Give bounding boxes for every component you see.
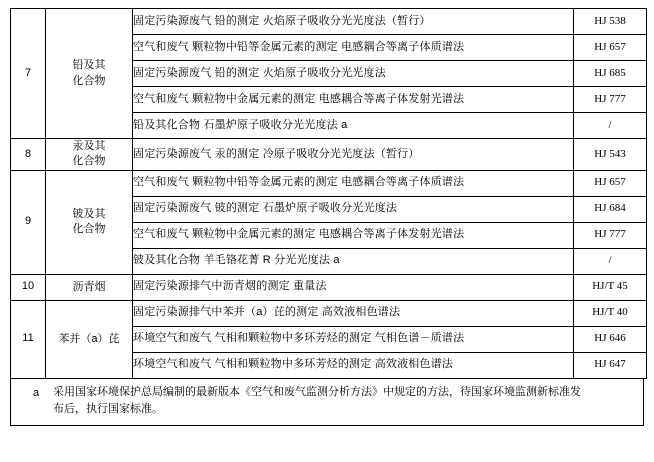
pollutant-name-cell [46,139,133,171]
footnote-text [53,384,635,419]
method-cell: 环境空气和废气 气相和颗粒物中多环芳烃的测定 高效液相色谱法 [133,352,574,378]
pollutant-name: 苯并（a）芘 [58,332,120,345]
row-number-cell: 7 [11,9,46,139]
row-number-cell: 8 [11,139,46,171]
standard-code-cell: HJ 538 [574,9,647,35]
pollutant-name: 铅及其 化合物 [72,59,106,87]
row-number-cell: 11 [11,300,46,378]
standard-code-cell: HJ/T 45 [574,274,647,300]
pollutant-name-cell [46,170,133,274]
method-cell: 固定污染源废气 铅的测定 火焰原子吸收分光光度法（暂行） [133,9,574,35]
standard-code-cell: HJ 657 [574,35,647,61]
standard-code-cell: HJ 777 [574,87,647,113]
method-cell: 固定污染源废气 铍的测定 石墨炉原子吸收分光光度法 [133,196,574,222]
table-row [11,274,647,300]
method-cell: 空气和废气 颗粒物中铅等金属元素的测定 电感耦合等离子体质谱法 [133,35,574,61]
standard-code-cell: / [574,113,647,139]
pollutant-name-cell [46,274,133,300]
table-row [11,139,647,171]
row-number-cell: 9 [11,170,46,274]
method-cell: 空气和废气 颗粒物中金属元素的测定 电感耦合等离子体发射光谱法 [133,222,574,248]
method-cell: 空气和废气 颗粒物中铅等金属元素的测定 电感耦合等离子体质谱法 [133,170,574,196]
method-cell: 铅及其化合物 石墨炉原子吸收分光光度法 a [133,113,574,139]
method-cell: 固定污染源废气 汞的测定 冷原子吸收分光光度法（暂行） [133,139,574,171]
standard-code-cell: HJ/T 40 [574,300,647,326]
pollutant-name: 沥青烟 [72,280,106,293]
methods-table [10,8,647,379]
pollutant-name: 汞及其 化合物 [72,140,106,168]
method-cell: 固定污染源排气中苯并（a）芘的测定 高效液相色谱法 [133,300,574,326]
standard-code-cell: HJ 684 [574,196,647,222]
footnote-marker: a [32,386,40,399]
standard-code-cell: HJ 646 [574,326,647,352]
standard-code-cell: HJ 647 [574,352,647,378]
pollutant-name-cell [46,300,133,378]
method-cell: 空气和废气 颗粒物中金属元素的测定 电感耦合等离子体发射光谱法 [133,87,574,113]
pollutant-name-cell [46,9,133,139]
methods-table-body [11,9,647,379]
table-row [11,9,647,35]
method-cell: 固定污染源排气中沥青烟的测定 重量法 [133,274,574,300]
table-row [11,170,647,196]
standard-code-cell: HJ 777 [574,222,647,248]
standard-code-cell: HJ 543 [574,139,647,171]
method-cell: 铍及其化合物 羊毛铬花菁 R 分光光度法 a [133,248,574,274]
footnote-line-1: 采用国家环境保护总局编制的最新版本《空气和废气监测分析方法》中规定的方法，待国家环境监测新标准发 [53,385,581,398]
method-cell: 固定污染源废气 铅的测定 火焰原子吸收分光光度法 [133,61,574,87]
row-number-cell: 10 [11,274,46,300]
pollutant-name: 铍及其 化合物 [72,207,106,236]
standard-code-cell: HJ 685 [574,61,647,87]
footnote-line-2: 布后，执行国家标准。 [53,403,163,416]
table-footnote [10,379,644,426]
table-row [11,300,647,326]
standard-code-cell: HJ 657 [574,170,647,196]
standard-code-cell: / [574,248,647,274]
method-cell: 环境空气和废气 气相和颗粒物中多环芳烃的测定 气相色谱－质谱法 [133,326,574,352]
